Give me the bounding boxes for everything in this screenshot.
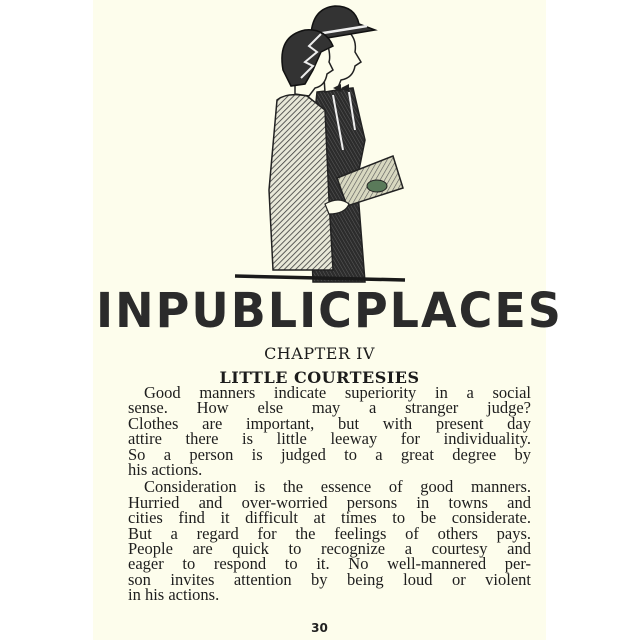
text-line: But a regard for the feelings of others pays. — [128, 523, 531, 543]
paragraph — [128, 383, 531, 480]
text-line: attire there is little leeway for individuality. — [128, 429, 531, 449]
paragraph — [128, 477, 531, 605]
headline-word: PLACES — [353, 281, 563, 339]
headline-word: IN — [96, 281, 156, 339]
text-line: Hurried and over-worried persons in towns and — [128, 492, 531, 512]
headline-word: PUBLIC — [155, 281, 354, 339]
text-line: People are quick to recognize a courtesy and — [128, 539, 531, 559]
body-text — [128, 385, 531, 603]
chapter-number: CHAPTER IV — [264, 344, 375, 363]
text-line: son invites attention by being loud or violent — [128, 569, 531, 589]
section-headline — [96, 279, 563, 342]
chapter-title: LITTLE COURTESIES — [219, 368, 420, 387]
book-page — [93, 0, 563, 640]
text-line: in his actions. — [128, 585, 220, 605]
text-line: eager to respond to it. No well-mannered per- — [128, 554, 531, 574]
text-line: Good manners indicate superiority in a social — [144, 383, 531, 402]
text-line: Consideration is the essence of good manners. — [144, 477, 531, 497]
text-line: sense. How else may a stranger judge? — [128, 398, 531, 418]
text-line: cities find it difficult at times to be considerate. — [128, 508, 531, 528]
couple-illustration-icon — [225, 0, 415, 285]
text-line: Clothes are important, but with present day — [128, 413, 531, 433]
text-line: his actions. — [128, 460, 203, 480]
page-number: 30 — [311, 621, 328, 635]
text-line: So a person is judged to a great degree by — [128, 444, 531, 464]
